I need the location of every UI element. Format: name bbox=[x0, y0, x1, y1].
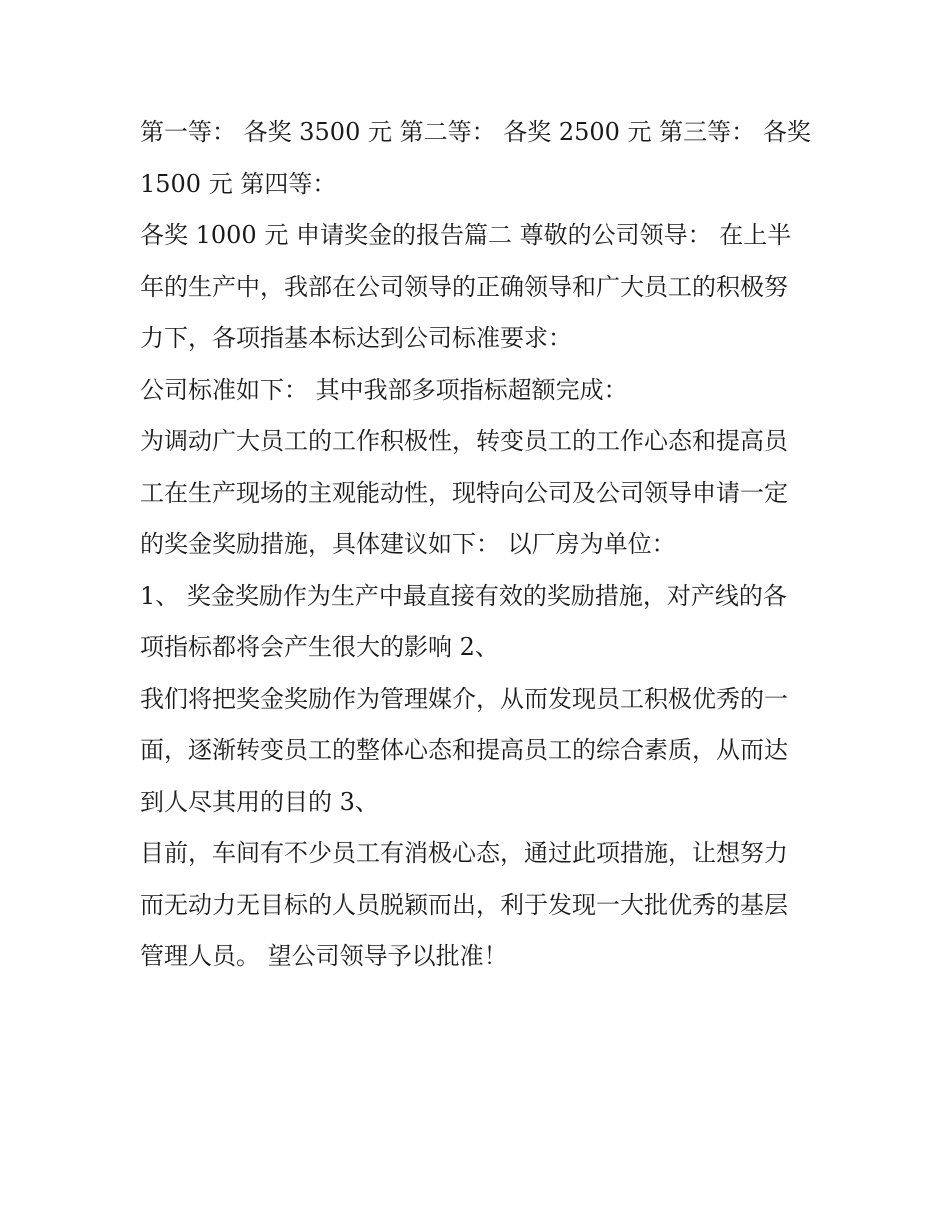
text-line: 公司标准如下： 其中我部多项指标超额完成： bbox=[140, 375, 628, 404]
text-line: 为调动广大员工的工作积极性，转变员工的工作心态和提高员 bbox=[140, 427, 788, 455]
text-line: 我们将把奖金奖励作为管理媒介，从而发现员工积极优秀的一 bbox=[140, 684, 788, 713]
text-line: 1、 奖金奖励作为生产中最直接有效的奖励措施，对产线的各 bbox=[140, 581, 787, 610]
text-line: 工在生产现场的主观能动性，现特向公司及公司领导申请一定 bbox=[140, 478, 788, 507]
text-line: 管理人员。 望公司领导予以批准！ bbox=[140, 942, 508, 970]
document-body bbox=[140, 107, 820, 983]
text-line: 而无动力无目标的人员脱颖而出，利于发现一大批优秀的基层 bbox=[140, 890, 788, 919]
text-line: 1500 元 第四等： bbox=[140, 169, 337, 198]
text-line: 年的生产中，我部在公司领导的正确领导和广大员工的积极努 bbox=[140, 272, 788, 301]
text-line: 各奖 1000 元 申请奖金的报告篇二 尊敬的公司领导： 在上半 bbox=[140, 221, 792, 249]
text-line: 到人尽其用的目的 3、 bbox=[140, 787, 379, 816]
text-line: 第一等： 各奖 3500 元 第二等： 各奖 2500 元 第三等： 各奖 bbox=[140, 118, 811, 146]
text-line: 面，逐渐转变员工的整体心态和提高员工的综合素质，从而达 bbox=[140, 736, 788, 764]
text-line: 力下，各项指基本标达到公司标准要求： bbox=[140, 324, 572, 352]
text-line: 目前，车间有不少员工有消极心态，通过此项措施，让想努力 bbox=[140, 839, 788, 867]
text-line: 项指标都将会产生很大的影响 2、 bbox=[140, 633, 499, 661]
text-line: 的奖金奖励措施，具体建议如下： 以厂房为单位： bbox=[140, 530, 676, 558]
